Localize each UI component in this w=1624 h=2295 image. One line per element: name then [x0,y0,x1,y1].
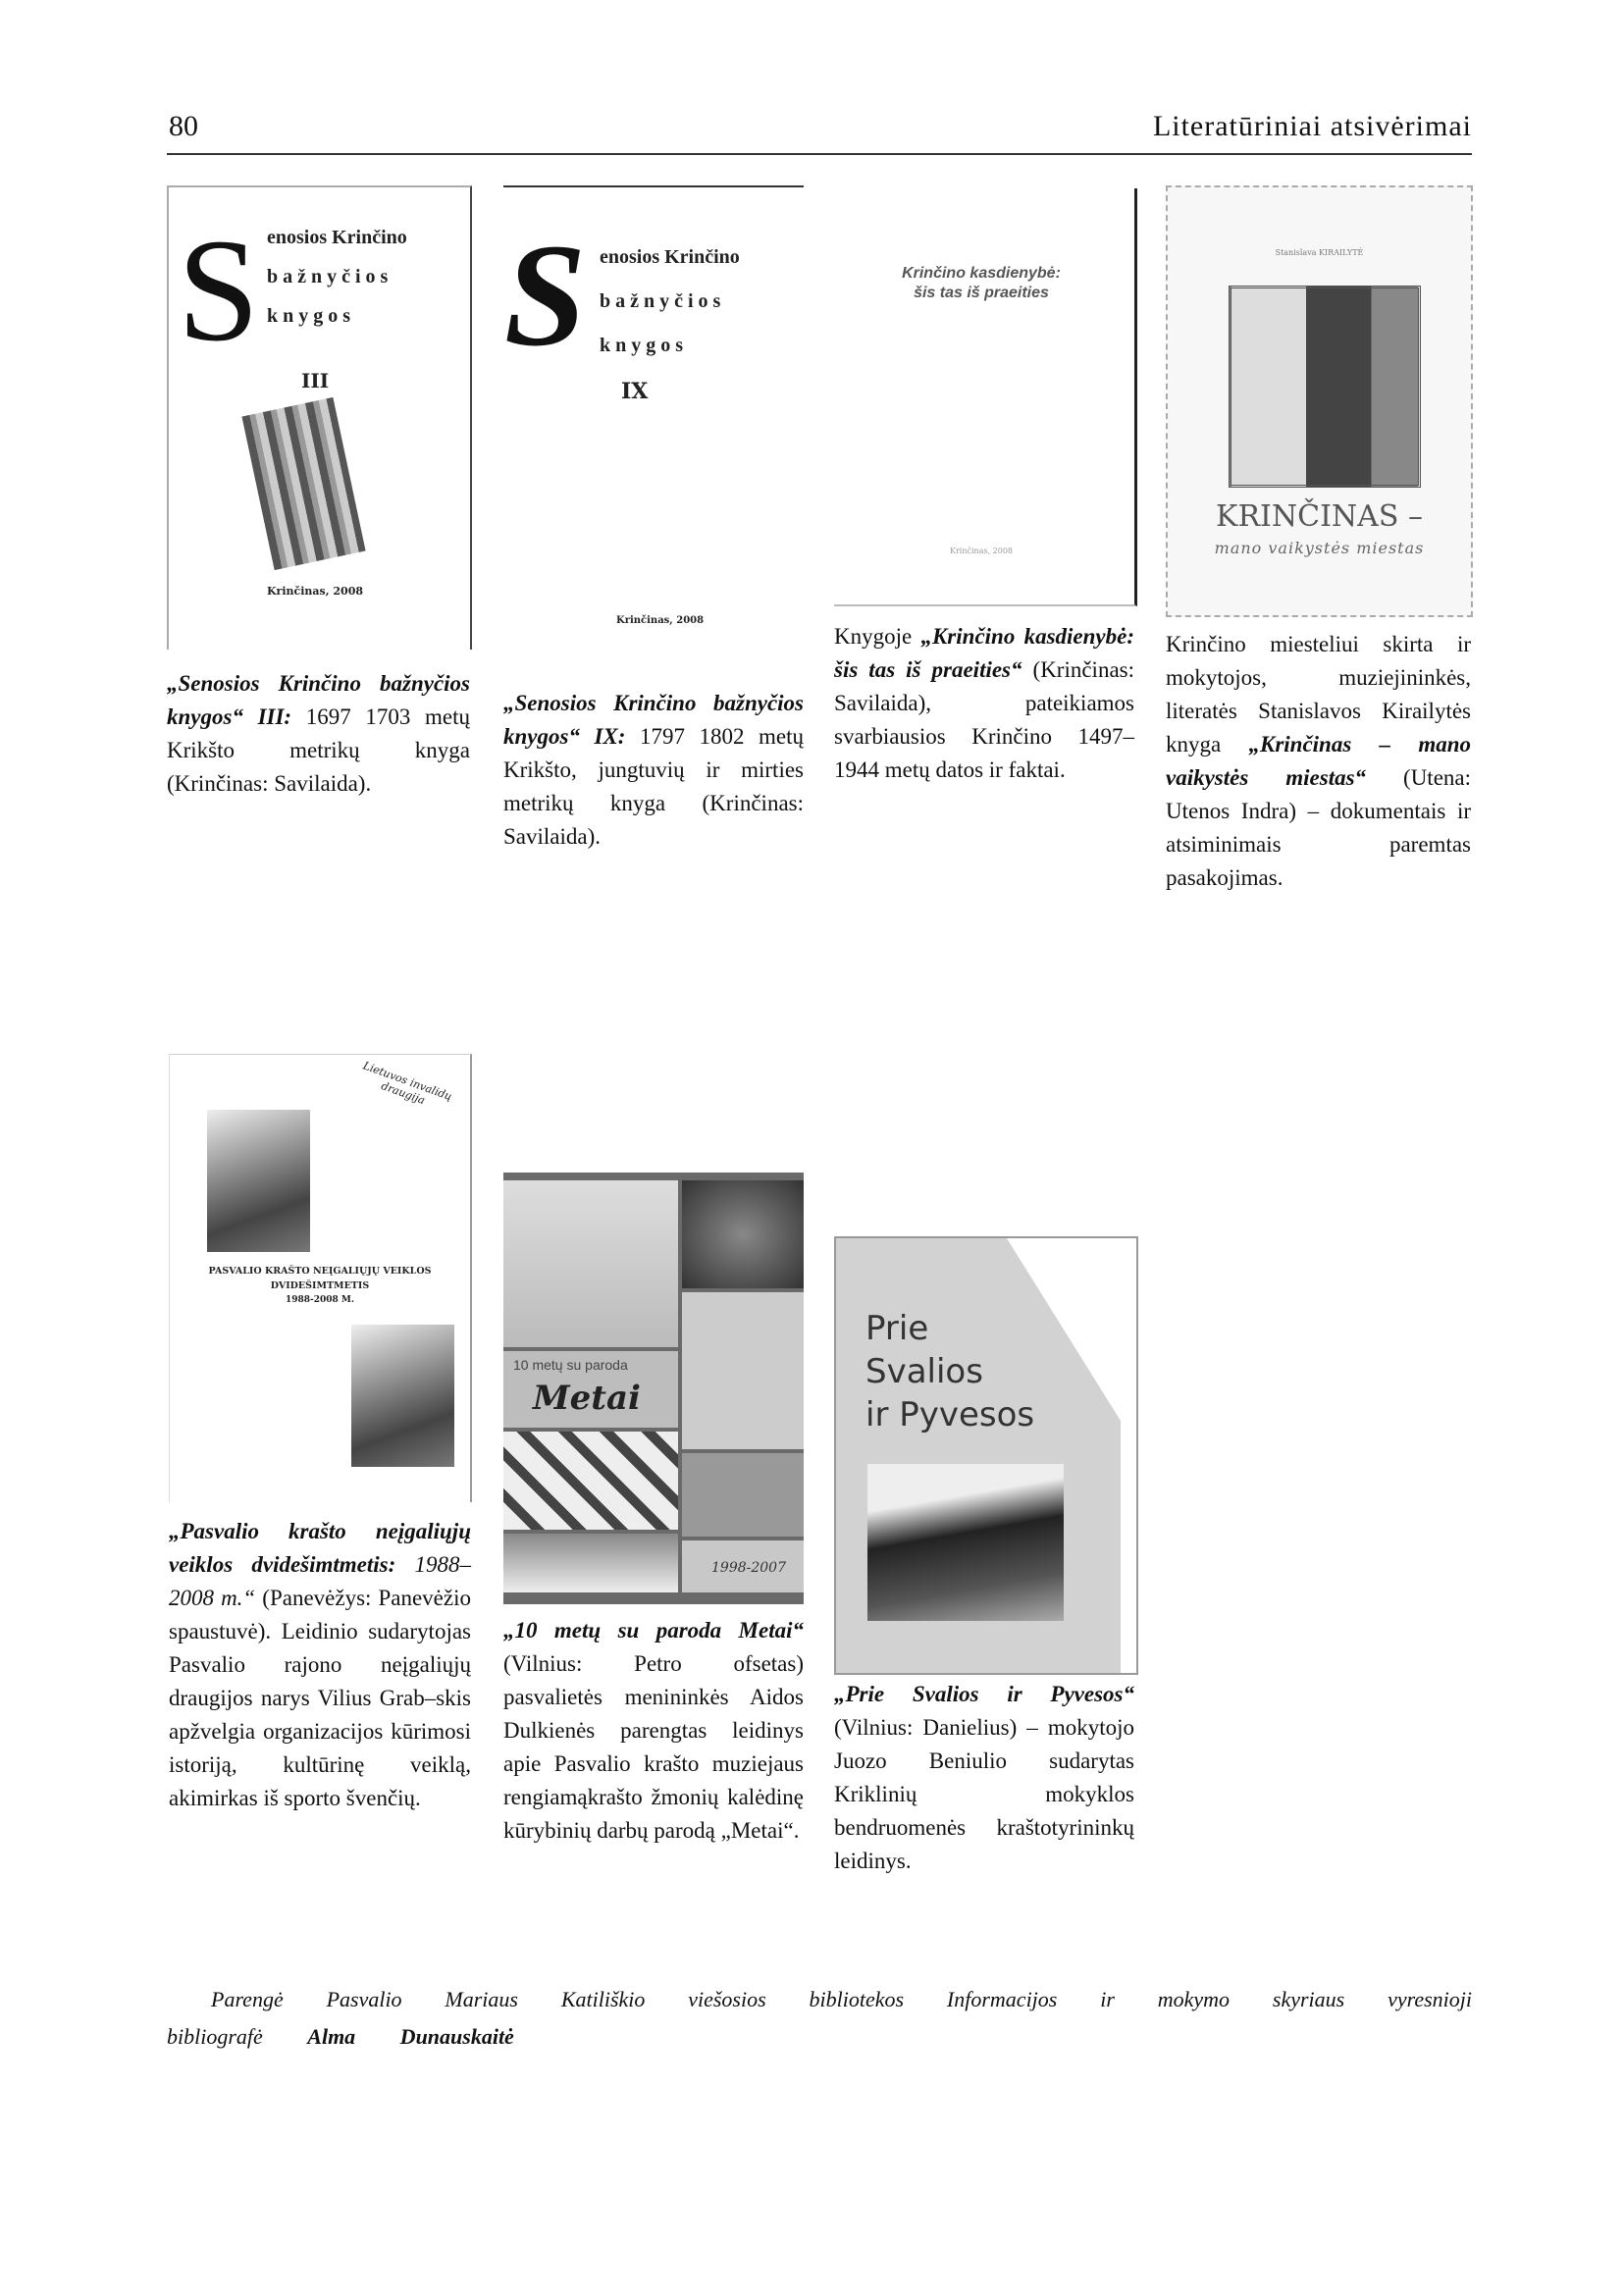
caption-prie-svalios [834,1678,1134,1878]
caption-text: (Vilnius: Petro ofsetas) pasvalietės menininkės Aidos Dulkienės parengtas leidinys apie Pasvalio krašto muziejaus rengiamąkrašto žmonių kalėdinę kūrybinių darbų parodą „Metai“. [503,1651,804,1843]
cover-title-line: Prie [865,1309,929,1348]
cover-quilt-photo [503,1432,678,1530]
cover-mask-photo [682,1180,804,1288]
caption-text: 1697 1703 metų Krikšto metrikų knyga (Krinčinas: Savilaida). [167,704,470,796]
cover-title: Metai [533,1379,641,1418]
cover-imprint: Krinčinas, 2008 [949,547,1014,555]
cover-title-line: ir Pyvesos [865,1395,1035,1434]
caption-senosios-ix [503,687,804,854]
cover-imprint: Krinčinas, 2008 [267,585,364,598]
caption-title: „10 metų su paroda Metai“ [503,1618,804,1643]
logo-text: Lietuvos invalidų draugija [361,1059,454,1108]
caption-title: „Krinčinas – mano vaikystės miestas“ [1166,732,1472,790]
page-number: 80 [169,110,198,142]
caption-text: (Utena: Utenos Indra) – dokumentais ir atsiminimais paremtas pasakojimas. [1166,765,1471,890]
caption-title: „Prie Svalios ir Pyvesos“ [834,1682,1134,1706]
caption-title: „Krinčino kasdienybė: šis tas iš praeities“ [834,624,1134,682]
caption-kasdienybe [834,620,1134,787]
cover-volume: III [301,369,330,392]
credits-author-line [167,2024,514,2050]
cover-title-line: knygos [600,335,689,356]
cover-initial: S [177,217,260,364]
caption-text: 1797 1802 metų Krikšto, jungtuvių ir mirties metrikų knyga (Krinčinas: Savilaida). [503,724,804,849]
cover-title-line: enosios Krinčino [267,227,407,248]
cover-figure-photo [503,1534,678,1592]
cover-title-line: 1988-2008 M. [285,1295,355,1305]
cover-building-photo [503,1180,678,1347]
caption-text: (Panevėžys: Panevėžio spaustuvė). Leidinio sudarytojas Pasvalio rajono neįgaliųjų draugijos narys Vilius Grab–skis apžvelgia organizacijos kūrimosi istoriją, kultūrinę veiklą, akimirkas iš sporto švenčių. [169,1586,471,1810]
cover-subtitle: 10 metų su paroda [513,1357,628,1373]
cover-years: 1998-2007 [711,1560,786,1576]
book-cover-senosios-ix [503,185,804,639]
cover-title-line: DVIDEŠIMTMETIS [270,1280,370,1291]
header-divider [167,153,1472,155]
cover-title-line: bažnyčios [267,266,393,287]
cover-hands-image [351,1325,454,1467]
cover-volume: IX [621,379,649,404]
cover-manuscript-image [241,397,365,570]
cover-sculpture-photo [682,1292,804,1449]
cover-title-line: Svalios [865,1352,983,1391]
book-cover-pasvalio [169,1054,472,1502]
caption-text: Krinčino miesteliui skirta ir mokytojos, muziejininkės, literatės Stanislavos Kirailytės knyga [1166,632,1471,756]
caption-pasvalio [169,1515,471,1815]
cover-title: KRINČINAS – [1216,499,1423,534]
cover-title-line: enosios Krinčino [600,246,740,268]
cover-title-line: PASVALIO KRAŠTO NEĮGALIŲJŲ VEIKLOS [208,1266,432,1277]
caption-text: Knygoje [834,624,921,649]
book-cover-prie-svalios [834,1236,1138,1675]
caption-metai [503,1614,804,1848]
cover-title [865,1307,1034,1436]
cover-title-line: bažnyčios [600,290,726,312]
cover-initial: S [503,222,587,369]
cover-house-photo [867,1464,1064,1621]
cover-subtitle: mano vaikystės miestas [1214,539,1425,557]
caption-years: 1988–2008 m.“ [169,1552,471,1610]
caption-title: „Senosios Krinčino bažnyčios knygos“ IX: [503,691,804,749]
cover-title-line: šis tas iš praeities [914,285,1049,301]
cover-title-line: Krinčino kasdienybė: [902,265,1061,282]
cover-hands-image [207,1110,310,1252]
caption-text: (Vilnius: Danielius) – mokytojo Juozo Beniulio sudarytas Kriklinių mokyklos bendruomenės kraštotyrininkų leidinys. [834,1715,1134,1873]
caption-senosios-iii [167,667,470,801]
cover-title-line: knygos [267,305,356,327]
cover-author: Stanislava KIRAILYTĖ [1275,248,1364,257]
caption-title: „Pasvalio krašto neįgaliųjų veiklos dvidešimtmetis: [169,1519,471,1577]
caption-krincinas [1166,628,1471,895]
caption-text: (Krinčinas: Savilaida), pateikiamos svarbiausios Krinčino 1497–1944 metų datos ir faktai. [834,657,1134,782]
caption-title: „Senosios Krinčino bažnyčios knygos“ III: [167,671,470,729]
cover-altar-photo [682,1453,804,1537]
cover-imprint: Krinčinas, 2008 [616,615,705,626]
cover-church-photo [1229,286,1421,488]
credits-line: Parengė Pasvalio Mariaus Katiliškio viešosios bibliotekos Informacijos ir mokymo skyriaus vyresnioji [211,1987,1472,2011]
running-title: Literatūriniai atsivėrimai [1152,110,1472,142]
book-cover-senosios-iii [167,185,472,650]
credits-role: bibliografė [167,2024,263,2049]
credits-author: Alma Dunauskaitė [307,2024,514,2049]
book-cover-metai [503,1173,804,1604]
book-cover-krincinas [1166,185,1473,617]
book-cover-kasdienybe [834,188,1137,606]
